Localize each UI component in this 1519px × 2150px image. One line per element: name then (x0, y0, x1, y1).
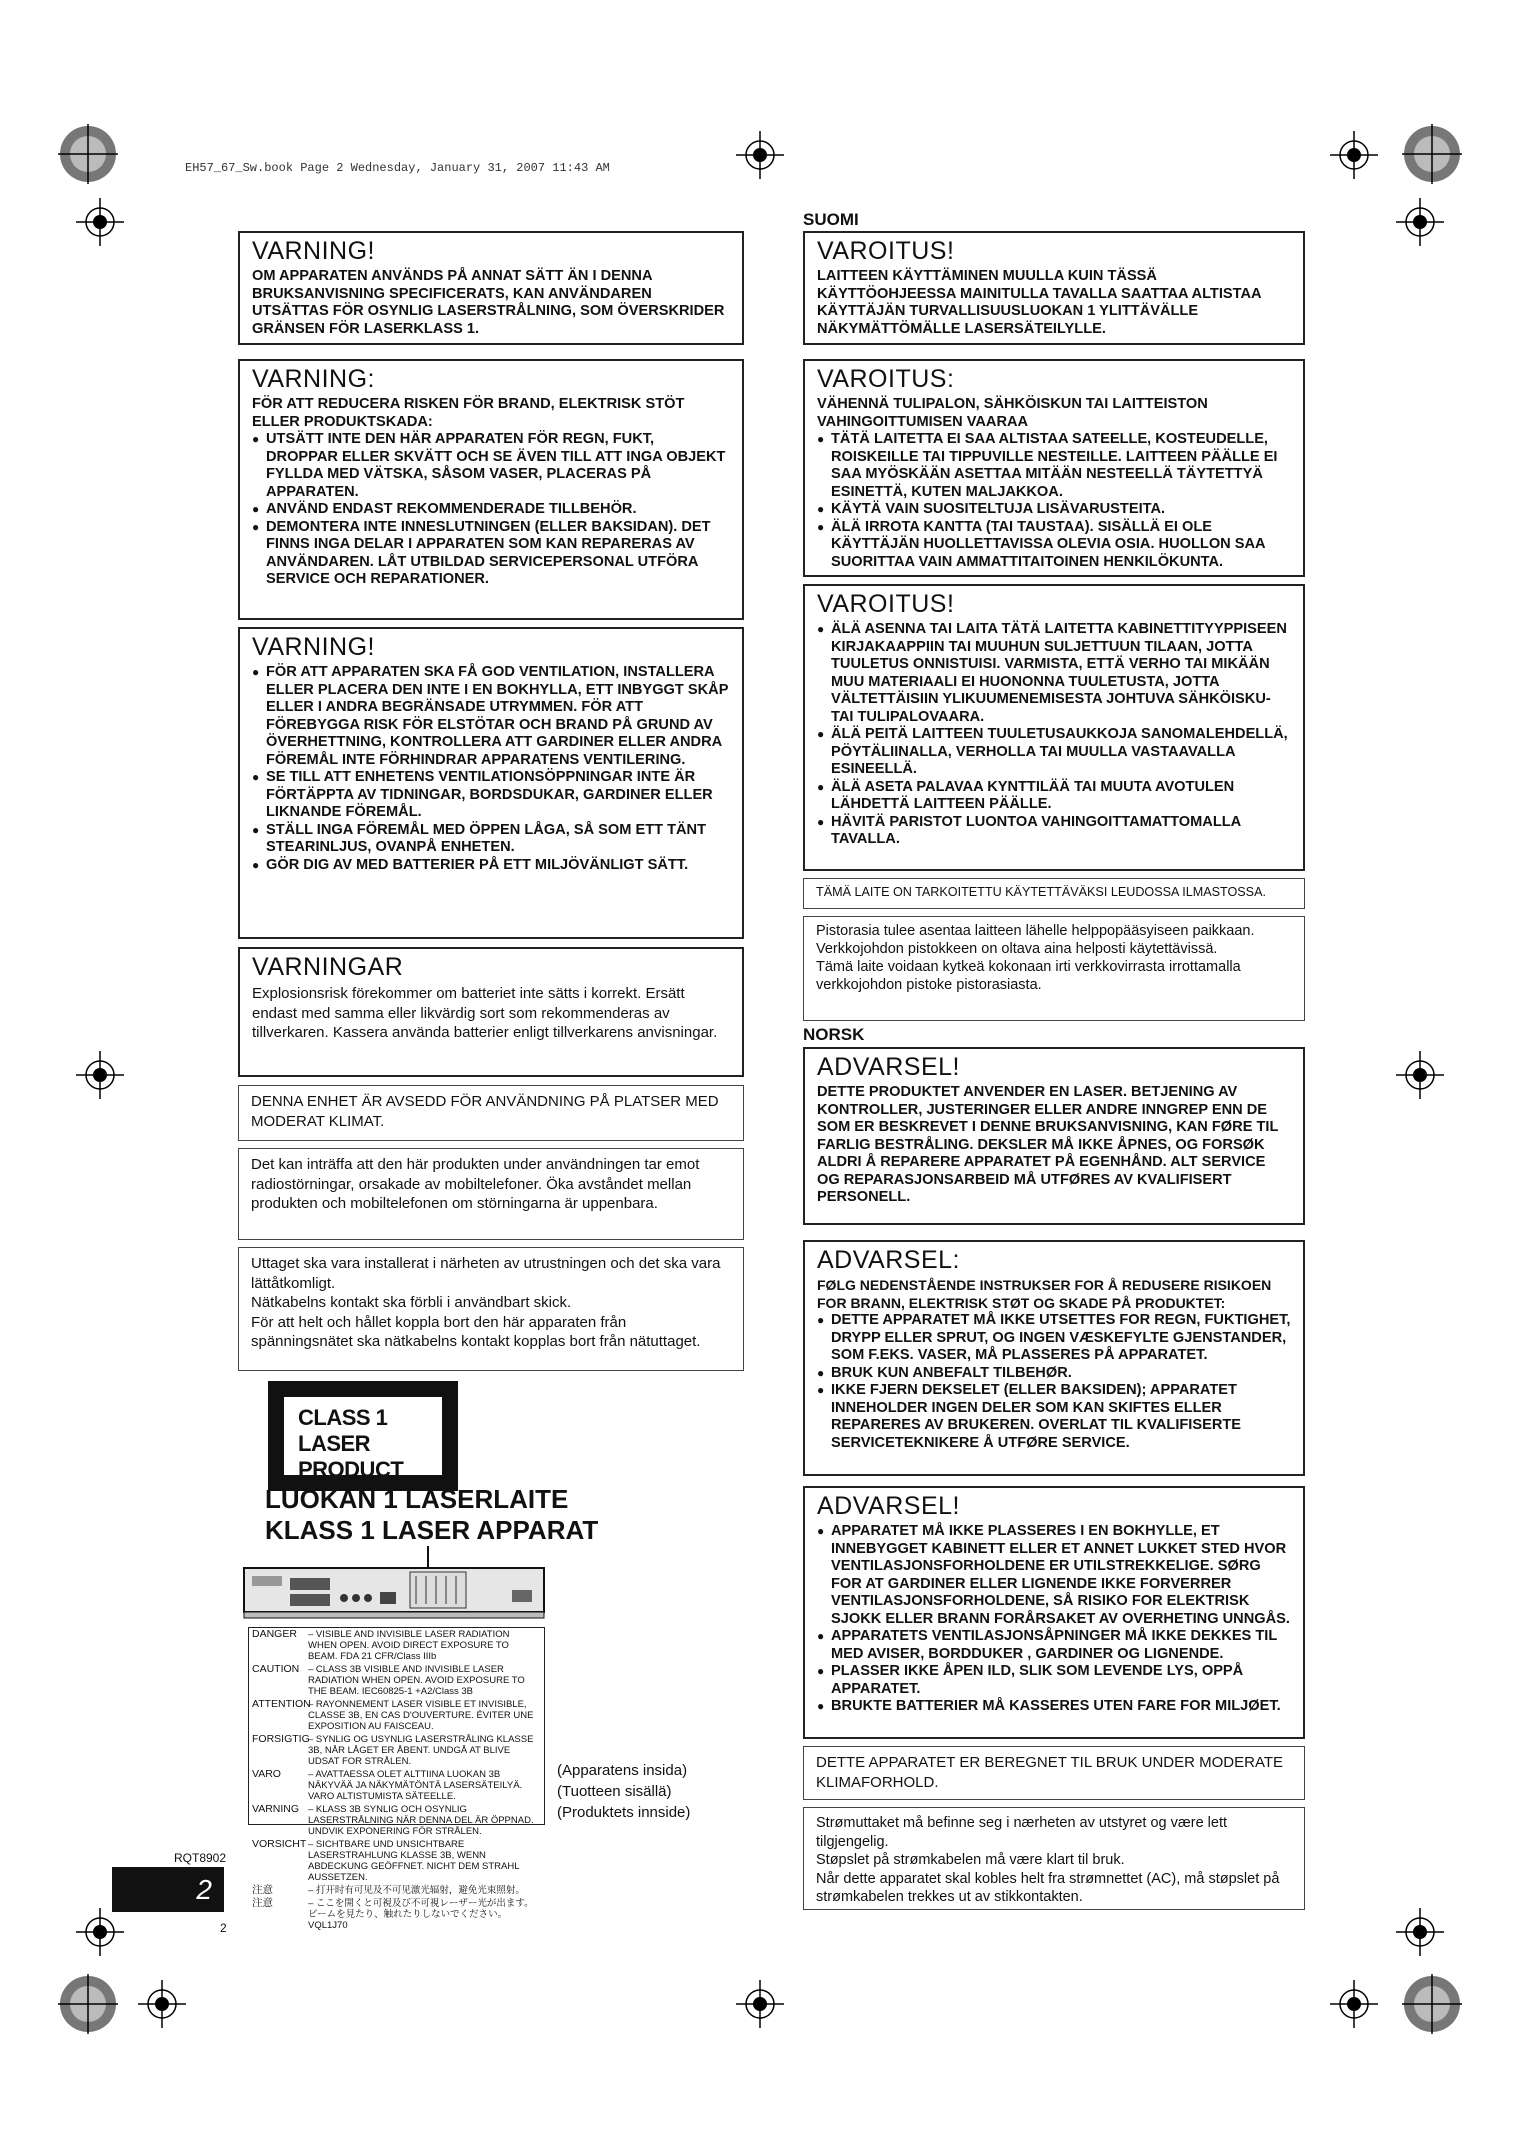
advarsel-box-2 (803, 1240, 1305, 1476)
outlet-box-fi (803, 916, 1305, 1021)
varoitus-title-1: VAROITUS! (817, 237, 955, 265)
advarsel-box-1 (803, 1047, 1305, 1225)
inside-notes (557, 1760, 690, 1823)
warning-label-key: DANGER (252, 1628, 297, 1640)
page-number-box: 2 (112, 1867, 224, 1912)
varning-bullets-3 (252, 664, 730, 874)
warning-label-key: 注意 (252, 1897, 273, 1909)
list-item: ● IKKE FJERN DEKSELET (ELLER BAKSIDEN); APPARATET INNEHOLDER INGEN DELER SOM KAN SKIFTES ELLER REPARERES AV BRUKEREN. OVERLAT TIL KVALIFISERTE SERVICETEKNIKERE Å UTFØRE SERVICE. (817, 1382, 1291, 1452)
list-item: ● FÖR ATT APPARATEN SKA FÅ GOD VENTILATION, INSTALLERA ELLER PLACERA DEN INTE I EN BOKHYLLA, ETT INBYGGT SKÅP ELLER I ANDRA BEGRÄNSADE UTRYMMEN. FÖR ATT FÖREBYGGA RISK FÖR ELSTÖTAR OCH BRAND PÅ GRUND AV ÖVERHETTNING, KONTROLLERA ATT GARDINER ELLER ANDRA FÖREMÅL INTE FÖRHINDRAR APPARATENS VENTILERING. (252, 664, 730, 769)
laser-warning-label (248, 1627, 545, 1931)
inside-note: (Tuotteen sisällä) (557, 1783, 672, 1800)
outlet-text-sv (251, 1254, 731, 1352)
outlet-line: Støpslet på strømkabelen må være klart til bruk. (816, 1852, 1125, 1868)
climate-box-no (803, 1746, 1305, 1800)
list-item: ● TÄTÄ LAITETTA EI SAA ALTISTAA SATEELLE, KOSTEUDELLE, ROISKEILLE TAI TIPPUVILLE NESTEILLE. LAITTEEN PÄÄLLE EI SAA MYÖSKÄÄN ASETTAA MITÄÄN NESTEELLÄ TÄYTETTYÄ ESINETTÄ, KUTEN MALJAKKOA. (817, 431, 1291, 501)
list-item: ● BRUK KUN ANBEFALT TILBEHØR. (817, 1365, 1291, 1383)
list-item: ● ÄLÄ IRROTA KANTTA (TAI TAUSTAA). SISÄLLÄ EI OLE KÄYTTÄJÄN HUOLLETTAVISSA OLEVIA OSIA. HUOLLON SAA SUORITTAA VAIN AMMATTITAITOINEN HENKILÖKUNTA. (817, 519, 1291, 572)
warning-label-value: – 打开时有可见及不可见激光辐射，避免光束照射。 (308, 1885, 525, 1896)
warning-label-key: VORSICHT (252, 1838, 307, 1850)
table-row (249, 1838, 544, 1884)
list-item: ● HÄVITÄ PARISTOT LUONTOA VAHINGOITTAMATTOMALLA TAVALLA. (817, 814, 1291, 849)
outlet-box-no (803, 1807, 1305, 1910)
varningar-title: VARNINGAR (252, 953, 404, 981)
registration-mark-left-middle (76, 1051, 124, 1099)
advarsel-title-2: ADVARSEL: (817, 1246, 960, 1274)
outlet-line: Uttaget ska vara installerat i närheten av utrustningen och det ska vara lättåtkomligt. (251, 1255, 721, 1292)
table-row (249, 1884, 544, 1897)
table-row (249, 1663, 544, 1698)
varning-box-3 (238, 627, 744, 939)
table-row (249, 1698, 544, 1733)
warning-label-value: – SYNLIG OG USYNLIG LASERSTRÅLING KLASSE 3B, NÅR LÅGET ER ÅBENT. UNDGÅ AT BLIVE UDSAT FOR STRÅLEN. (308, 1734, 534, 1767)
laser-label-line: CLASS 1 (298, 1405, 388, 1430)
outlet-line: För att helt och hållet koppla bort den här apparaten från spänningsnätet ska nätkabelns kontakt kopplas bort från nätuttaget. (251, 1313, 701, 1350)
advarsel-box-3 (803, 1486, 1305, 1739)
list-item: ● STÄLL INGA FÖREMÅL MED ÖPPEN LÅGA, SÅ SOM ETT TÄNT STEARINLJUS, OVANPÅ ENHETEN. (252, 822, 730, 857)
warning-label-value: – SICHTBARE UND UNSICHTBARE LASERSTRAHLUNG KLASSE 3B, WENN ABDECKUNG GEÖFFNET. NICHT DEM STRAHL AUSSETZEN. (308, 1839, 520, 1883)
warning-label-value: – RAYONNEMENT LASER VISIBLE ET INVISIBLE, CLASSE 3B, EN CAS D'OUVERTURE. ÉVITER UNE EXPOSITION AU FAISCEAU. (308, 1699, 534, 1732)
list-item: ● GÖR DIG AV MED BATTERIER PÅ ETT MILJÖVÄNLIGT SÄTT. (252, 857, 730, 875)
registration-mark-top-left (58, 124, 118, 184)
outlet-box-sv (238, 1247, 744, 1371)
list-item: ● APPARATET MÅ IKKE PLASSERES I EN BOKHYLLE, ET INNEBYGGET KABINETT ELLER ET ANNET LUKKET STED HVOR VENTILASJONSFORHOLDENE ER UTILSTREKKELIGE. SØRG FOR AT GARDINER ELLER LIGNENDE IKKE FORVERRER VENTILASJONSFORHOLDENE, SÅ RISIKO FOR ELEKTRISK SJOKK ELLER BRANN FORÅRSAKET AV OVERHETING UNNGÅS. (817, 1523, 1291, 1628)
table-row (249, 1768, 544, 1803)
warning-label-value: – AVATTAESSA OLET ALTTIINA LUOKAN 3B NÄKYVÄÄ JA NÄKYMÄTÖNTÄ LASERSÄTEILYÄ. VARO ALTISTUMISTA SÄTEELLE. (308, 1769, 523, 1802)
climate-text-fi: TÄMÄ LAITE ON TARKOITETTU KÄYTETTÄVÄKSI LEUDOSSA ILMASTOSSA. (816, 885, 1266, 899)
varning-box-2 (238, 359, 744, 620)
varoitus-bullets-2 (817, 431, 1291, 571)
table-row (249, 1733, 544, 1768)
list-item: ● ANVÄND ENDAST REKOMMENDERADE TILLBEHÖR. (252, 501, 730, 519)
registration-mark-bottom-right (1330, 1980, 1378, 2028)
inside-note: (Apparatens insida) (557, 1762, 688, 1779)
warning-label-value: – ここを開くと可視及び不可視レーザー光が出ます。ビームを見たり、触れたりしないでください。 VQL1J70 (308, 1898, 534, 1931)
outlet-line: Strømuttaket må befinne seg i nærheten av utstyret og være lett tilgjengelig. (816, 1815, 1228, 1850)
outlet-line: Når dette apparatet skal kobles helt fra strømnettet (AC), må støpslet på strømkabelen trekkes ut av stikkontakten. (816, 1870, 1280, 1905)
list-item: ● DEMONTERA INTE INNESLUTNINGEN (ELLER BAKSIDAN). DET FINNS INGA DELAR I APPARATEN SOM KAN REPARERAS AV ANVÄNDAREN. LÅT UTBILDAD SERVICEPERSONAL UTFÖRA SERVICE OCH REPARATIONER. (252, 519, 730, 589)
climate-text-no: DETTE APPARATET ER BEREGNET TIL BRUK UNDER MODERATE KLIMAFORHOLD. (816, 1754, 1284, 1791)
varoitus-box-1 (803, 231, 1305, 345)
inside-note: (Produktets innside) (557, 1804, 691, 1821)
registration-mark-right-lower (1396, 1908, 1444, 1956)
varning-title-3: VARNING! (252, 633, 375, 661)
advarsel-intro-2: FØLG NEDENSTÅENDE INSTRUKSER FOR Å REDUSERE RISIKOEN FOR BRANN, ELEKTRISK STØT OG SKADE PÅ PRODUKTET: (817, 1277, 1272, 1311)
warning-label-key: 注意 (252, 1884, 273, 1896)
radio-box-sv (238, 1148, 744, 1240)
registration-mark-bottom-far-right (1402, 1974, 1462, 2034)
varoitus-text-1: LAITTEEN KÄYTTÄMINEN MUULLA KUIN TÄSSÄ KÄYTTÖOHJEESSA MAINITULLA TAVALLA SAATTAA ALTISTAA KÄYTTÄJÄN TURVALLISUUSLUOKAN 1 YLITTÄVÄLLE NÄKYMÄTTÖMÄLLE LASERSÄTEILYLLE. (817, 268, 1261, 337)
warning-label-key: VARO (252, 1768, 281, 1780)
advarsel-text-1: DETTE PRODUKTET ANVENDER EN LASER. BETJENING AV KONTROLLER, JUSTERINGER ELLER ANDRE INNGREP ENN DE SOM ER BESKREVET I DENNE BRUKSANVISNING, KAN FØRE TIL FARLIG BESTRÅLING. DEKSLER MÅ IKKE ÅPNES, OG FORSØK ALDRI Å REPARERE APPARATET PÅ EGENHÅND. ALT SERVICE OG REPARASJONSARBEID MÅ UTFØRES AV KVALIFISERT PERSONELL. (817, 1084, 1279, 1205)
registration-mark-right-middle (1396, 1051, 1444, 1099)
warning-label-key: VARNING (252, 1803, 300, 1815)
list-item: ● DETTE APPARATET MÅ IKKE UTSETTES FOR REGN, FUKTIGHET, DRYPP ELLER SPRUT, OG INGEN VÆSKEFYLTE GJENSTANDER, SOM F.EKS. VASER, MÅ PLASSERES PÅ APPARATET. (817, 1312, 1291, 1365)
advarsel-bullets-2 (817, 1312, 1291, 1452)
warning-label-key: ATTENTION (252, 1698, 311, 1710)
registration-mark-right-upper (1396, 198, 1444, 246)
climate-box-sv (238, 1085, 744, 1141)
warning-label-value: – CLASS 3B VISIBLE AND INVISIBLE LASER RADIATION WHEN OPEN. AVOID EXPOSURE TO THE BEAM. IEC60825-1 +A2/Class 3B (308, 1664, 525, 1697)
outlet-line: Nätkabelns kontakt ska förbli i användbart skick. (251, 1294, 572, 1311)
varning-title-2: VARNING: (252, 365, 375, 393)
advarsel-bullets-3 (817, 1523, 1291, 1716)
registration-mark-bottom-left (58, 1974, 118, 2034)
registration-mark-top-center (736, 131, 784, 179)
table-row (249, 1628, 544, 1663)
warning-label-value: – VISIBLE AND INVISIBLE LASER RADIATION WHEN OPEN. AVOID DIRECT EXPOSURE TO BEAM. FDA 21 CFR/Class IIIb (308, 1629, 510, 1662)
varning-intro-2: FÖR ATT REDUCERA RISKEN FÖR BRAND, ELEKTRISK STÖT ELLER PRODUKTSKADA: (252, 396, 685, 430)
file-header-line: EH57_67_Sw.book Page 2 Wednesday, January 31, 2007 11:43 AM (185, 161, 610, 175)
climate-text-sv: DENNA ENHET ÄR AVSEDD FÖR ANVÄNDNING PÅ PLATSER MED MODERAT KLIMAT. (251, 1093, 719, 1130)
climate-box-fi (803, 878, 1305, 909)
laser-label-line: LASER PRODUCT (298, 1431, 404, 1482)
varoitus-title-2: VAROITUS: (817, 365, 955, 393)
document-code: RQT8902 (174, 1851, 227, 1865)
table-row (249, 1803, 544, 1838)
varningar-text: Explosionsrisk förekommer om batteriet inte sätts i korrekt. Ersätt endast med samma eller likvärdig sort som rekommenderas av tillverkaren. Kassera använda batterier enligt tillverkarens anvisningar. (252, 985, 718, 1041)
outlet-text-no (816, 1814, 1292, 1907)
outlet-line: Tämä laite voidaan kytkeä kokonaan irti verkkovirrasta irrottamalla verkkojohdon pistoke pistorasiasta. (816, 959, 1241, 993)
varning-box-1 (238, 231, 744, 345)
varning-bullets-2 (252, 431, 730, 589)
varoitus-bullets-3 (817, 621, 1291, 849)
laser-title-sv: KLASS 1 LASER APPARAT (265, 1515, 599, 1545)
warning-label-key: FORSIGTIG (252, 1733, 310, 1745)
laser-title-fi: LUOKAN 1 LASERLAITE (265, 1484, 569, 1514)
registration-mark-top-right (1330, 131, 1378, 179)
advarsel-title-1: ADVARSEL! (817, 1053, 960, 1081)
list-item: ● BRUKTE BATTERIER MÅ KASSERES UTEN FARE FOR MILJØET. (817, 1698, 1291, 1716)
section-label-suomi: SUOMI (803, 210, 859, 229)
class1-laser-label (268, 1381, 458, 1491)
registration-mark-left-lower (76, 1908, 124, 1956)
outlet-text-fi (816, 922, 1292, 994)
varningar-box (238, 947, 744, 1077)
class1-laser-label-inner (282, 1395, 444, 1482)
list-item: ● KÄYTÄ VAIN SUOSITELTUJA LISÄVARUSTEITA. (817, 501, 1291, 519)
varoitus-title-3: VAROITUS! (817, 590, 955, 618)
registration-mark-bottom-center (736, 1980, 784, 2028)
outlet-line: Verkkojohdon pistokkeen on oltava aina helposti käytettävissä. (816, 941, 1218, 957)
registration-mark-top-far-right (1402, 124, 1462, 184)
page-number-small: 2 (220, 1921, 227, 1935)
outlet-line: Pistorasia tulee asentaa laitteen lähelle helppopääsyiseen paikkaan. (816, 923, 1255, 939)
list-item: ● ÄLÄ ASENNA TAI LAITA TÄTÄ LAITETTA KABINETTITYYPPISEEN KIRJAKAAPPIIN TAI MUUHUN SULJETTUUN TILAAN, JOTTA TUULETUS ONNISTUISI. VARMISTA, ETTÄ VERHO TAI MIKÄÄN MUU MATERIAALI EI HUONONNA TUULETUSTA, JOTTA VÄLTETTÄISIIN YLIKUUMENEMISESTA JOHTUVA SÄHKÖISKU- TAI TULIPALOVAARA. (817, 621, 1291, 726)
varoitus-intro-2: VÄHENNÄ TULIPALON, SÄHKÖISKUN TAI LAITTEISTON VAHINGOITTUMISEN VAARAA (817, 396, 1208, 430)
warning-label-key: CAUTION (252, 1663, 300, 1675)
device-rear-illustration (240, 1546, 552, 1626)
list-item: ● APPARATETS VENTILASJONSÅPNINGER MÅ IKKE DEKKES TIL MED AVISER, BORDDUKER , GARDINER OG LIGNENDE. (817, 1628, 1291, 1663)
varoitus-box-3 (803, 584, 1305, 871)
varning-text-1: OM APPARATEN ANVÄNDS PÅ ANNAT SÄTT ÄN I DENNA BRUKSANVISNING SPECIFICERATS, KAN ANVÄNDAREN UTSÄTTAS FÖR OSYNLIG LASERSTRÅLNING, SOM ÖVERSKRIDER GRÄNSEN FÖR LASERKLASS 1. (252, 268, 725, 337)
list-item: ● SE TILL ATT ENHETENS VENTILATIONSÖPPNINGAR INTE ÄR FÖRTÄPPTA AV TIDNINGAR, BORDSDUKAR, GARDINER ELLER LIKNANDE FÖREMÅL. (252, 769, 730, 822)
radio-text-sv: Det kan inträffa att den här produkten under användningen tar emot radiostörningar, orsakade av mobiltelefoner. Öka avståndet mellan produkten och mobiltelefonen om störningarna är uppenbara. (251, 1156, 700, 1212)
registration-mark-bottom-left-2 (138, 1980, 186, 2028)
varning-title-1: VARNING! (252, 237, 375, 265)
varoitus-box-2 (803, 359, 1305, 577)
list-item: ● PLASSER IKKE ÅPEN ILD, SLIK SOM LEVENDE LYS, OPPÅ APPARATET. (817, 1663, 1291, 1698)
section-label-norsk: NORSK (803, 1025, 865, 1044)
list-item: ● UTSÄTT INTE DEN HÄR APPARATEN FÖR REGN, FUKT, DROPPAR ELLER SKVÄTT OCH SE ÄVEN TILL ATT INGA OBJEKT FYLLDA MED VÄTSKA, SÅSOM VASER, PLACERAS PÅ APPARATEN. (252, 431, 730, 501)
warning-label-value: – KLASS 3B SYNLIG OCH OSYNLIG LASERSTRÅLNING NÄR DENNA DEL ÄR ÖPPNAD. UNDVIK EXPONERING FÖR STRÅLEN. (308, 1804, 534, 1837)
table-row (249, 1897, 544, 1932)
advarsel-title-3: ADVARSEL! (817, 1492, 960, 1520)
list-item: ● ÄLÄ ASETA PALAVAA KYNTTILÄÄ TAI MUUTA AVOTULEN LÄHDETTÄ LAITTEEN PÄÄLLE. (817, 779, 1291, 814)
list-item: ● ÄLÄ PEITÄ LAITTEEN TUULETUSAUKKOJA SANOMALEHDELLÄ, PÖYTÄLIINALLA, VERHOLLA TAI MUULLA VASTAAVALLA ESINEELLÄ. (817, 726, 1291, 779)
registration-mark-left-upper (76, 198, 124, 246)
